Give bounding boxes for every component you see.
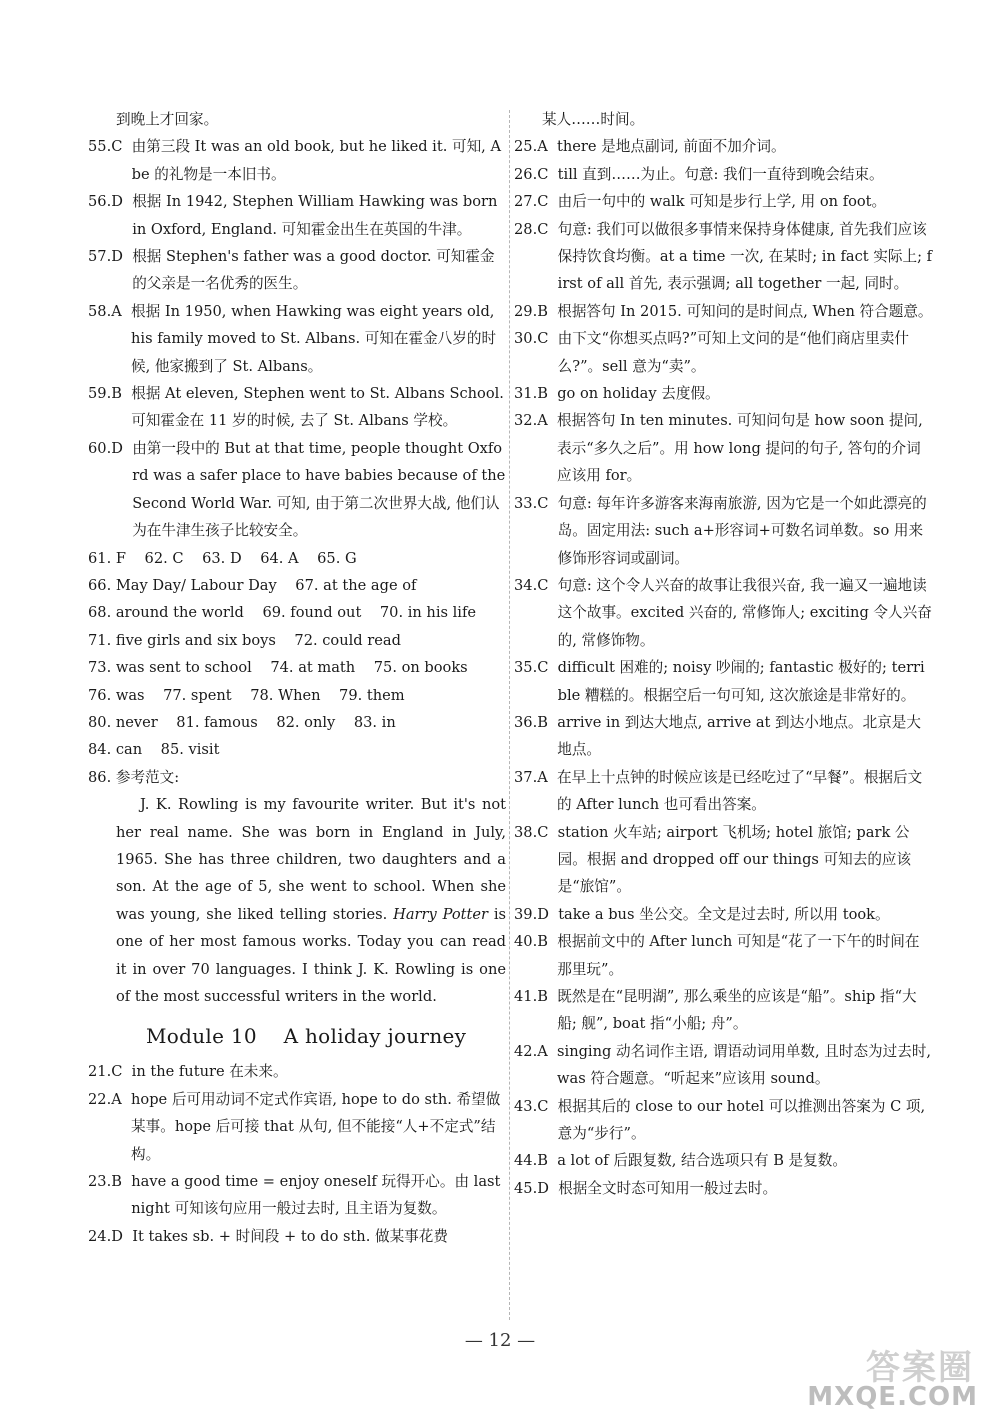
answer-entry: 31.B go on holiday 去度假。 — [514, 385, 720, 403]
answer-entry: 37.A 在早上十点钟的时候应该是已经吃过了“早餐”。根据后文的 After lunch 也可看出答案。 — [514, 768, 923, 814]
page-number: — 12 — — [464, 1330, 536, 1351]
answer-entry: 56.D 根据 In 1942, Stephen William Hawking was born in Oxford, England. 可知霍金出生在英国的牛津。 — [88, 193, 498, 238]
short-answer-line: 73. was sent to school 74. at math 75. on books — [88, 659, 468, 677]
answer-entry: 34.C 句意: 这个令人兴奋的故事让我很兴奋, 我一遍又一遍地读这个故事。excited 兴奋的, 常修饰人; exciting 令人兴奋的, 常修饰物。 — [514, 576, 932, 649]
answer-entry: 38.C station 火车站; airport 飞机场; hotel 旅馆; park 公园。根据 and dropped off our things 可知去的应该是“旅馆”。 — [514, 823, 912, 896]
continuation-text: 某人……时间。 — [542, 111, 645, 128]
watermark-domain: MXQE.COM — [807, 1382, 978, 1412]
answer-entry: 59.B 根据 At eleven, Stephen went to St. Albans School. 可知霍金在 11 岁的时候, 去了 St. Albans 学校。 — [88, 385, 504, 430]
answer-entry: 42.A singing 动名词作主语, 谓语动词用单数, 且时态为过去时, was 符合题意。“听起来”应该用 sound。 — [514, 1042, 932, 1088]
short-answer-line: 66. May Day/ Labour Day 67. at the age of — [88, 576, 417, 594]
answer-entry: 29.B 根据答句 In 2015. 可知问的是时间点, When 符合题意。 — [514, 302, 933, 320]
answer-entry: 58.A 根据 In 1950, when Hawking was eight years old, his family moved to St. Albans. 可知在霍金八岁的时候, 他家搬到了 St. Albans。 — [88, 302, 497, 375]
answer-entry: 23.B have a good time = enjoy oneself 玩得开心。由 last night 可知该句应用一般过去时, 且主语为复数。 — [88, 1173, 501, 1218]
module-title: Module 10 A holiday journey — [146, 1024, 467, 1049]
answer-entry: 55.C 由第三段 It was an old book, but he liked it. 可知, Abe 的礼物是一本旧书。 — [88, 138, 501, 183]
answer-entry: 43.C 根据其后的 close to our hotel 可以推测出答案为 C 项, 意为“步行”。 — [514, 1097, 926, 1143]
answer-entry: 40.B 根据前文中的 After lunch 可知是“花了一下午的时间在那里玩”。 — [514, 933, 920, 978]
right-column — [514, 106, 934, 1202]
essay-body: J. K. Rowling is my favourite writer. But it's not her real name. She was born in England in July, 1965. She has three children, two daughters and a son. At the age of 5, she went to school. When she was young, she liked telling stories. Harry Potter is one of her most famous works. Today you can read it in over 70 languages. I think J. K. Rowling is one of the most successful writers in the world. — [116, 796, 506, 1005]
column-divider — [509, 110, 510, 1320]
answer-entry: 57.D 根据 Stephen's father was a good doctor. 可知霍金的父亲是一名优秀的医生。 — [88, 248, 495, 293]
answer-entry: 41.B 既然是在“昆明湖”, 那么乘坐的应该是“船”。ship 指“大船; 舰”, boat 指“小船; 舟”。 — [514, 988, 917, 1033]
answer-entry: 35.C difficult 困难的; noisy 吵闹的; fantastic 极好的; terrible 糟糕的。根据空后一句可知, 这次旅途是非常好的。 — [514, 659, 925, 704]
answer-entry: 39.D take a bus 坐公交。全文是过去时, 所以用 took。 — [514, 905, 890, 923]
answer-entry: 44.B a lot of 后跟复数, 结合选项只有 B 是复数。 — [514, 1152, 847, 1170]
essay-label: 86. 参考范文: — [88, 768, 180, 786]
answer-entry: 26.C till 直到……为止。句意: 我们一直待到晚会结束。 — [514, 165, 884, 183]
short-answer-line: 76. was 77. spent 78. When 79. them — [88, 686, 405, 704]
answer-entry: 24.D It takes sb. + 时间段 + to do sth. 做某事花费 — [88, 1227, 448, 1245]
continuation-text: 到晚上才回家。 — [116, 111, 219, 128]
short-answer-line: 80. never 81. famous 82. only 83. in — [88, 713, 396, 731]
answer-entry: 22.A hope 后可用动词不定式作宾语, hope to do sth. 希望做某事。hope 后可接 that 从句, 但不能接“人+不定式”结构。 — [88, 1090, 501, 1163]
answer-entry: 27.C 由后一句中的 walk 可知是步行上学, 用 on foot。 — [514, 193, 887, 211]
answer-entry: 25.A there 是地点副词, 前面不加介词。 — [514, 138, 786, 156]
watermark-logo — [807, 1340, 982, 1412]
answer-entry: 21.C in the future 在未来。 — [88, 1063, 288, 1081]
answer-entry: 45.D 根据全文时态可知用一般过去时。 — [514, 1179, 778, 1197]
short-answer-line: 61. F 62. C 63. D 64. A 65. G — [88, 549, 357, 567]
answer-entry: 28.C 句意: 我们可以做很多事情来保持身体健康, 首先我们应该保持饮食均衡。at a time 一次, 在某时; in fact 实际上; first of all 首先, 表示强调; all together 一起, 同时。 — [514, 220, 933, 293]
answer-entry: 33.C 句意: 每年许多游客来海南旅游, 因为它是一个如此漂亮的岛。固定用法: such a+形容词+可数名词单数。so 用来修饰形容词或副词。 — [514, 494, 927, 567]
answer-entry: 36.B arrive in 到达大地点, arrive at 到达小地点。北京是大地点。 — [514, 713, 921, 759]
book-title: Harry Potter — [393, 905, 488, 923]
left-column — [88, 106, 506, 1250]
answer-entry: 32.A 根据答句 In ten minutes. 可知问句是 how soon 提问, 表示“多久之后”。用 how long 提问的句子, 答句的介词应该用 for。 — [514, 412, 923, 485]
watermark-text: 答案圈 — [866, 1348, 974, 1388]
short-answer-line: 71. five girls and six boys 72. could read — [88, 631, 401, 649]
answer-entry: 30.C 由下文“你想买点吗?”可知上文问的是“他们商店里卖什么?”。sell 意为“卖”。 — [514, 330, 909, 375]
short-answer-line: 84. can 85. visit — [88, 741, 220, 759]
answer-entry: 60.D 由第一段中的 But at that time, people thought Oxford was a safer place to have babies because of the Second World War. 可知, 由于第二次世界大战, 他们认为在牛津生孩子比较安全。 — [88, 439, 506, 540]
short-answer-line: 68. around the world 69. found out 70. in his life — [88, 604, 476, 622]
